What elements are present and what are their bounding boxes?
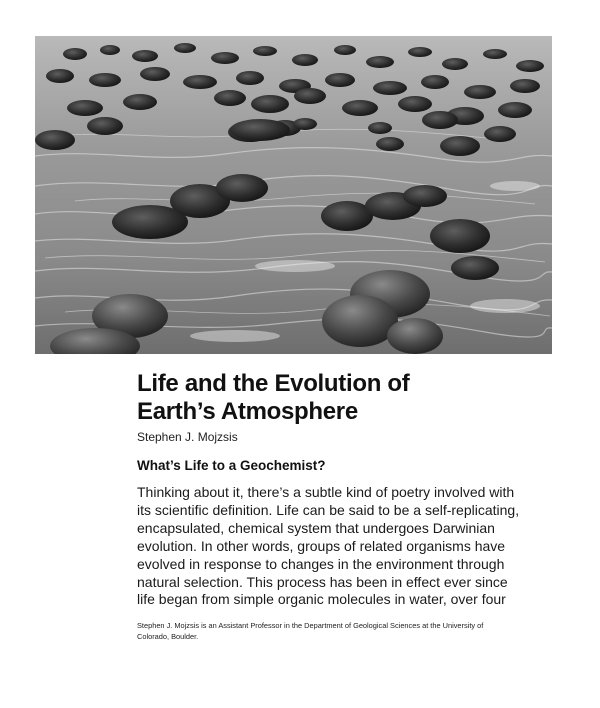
author-footnote: [137, 620, 497, 642]
body-line: life began from simple organic molecules in water, over four: [137, 591, 506, 608]
author-byline: Stephen J. Mojzsis: [137, 430, 238, 444]
stromatolite-photo-graphic: [35, 36, 552, 354]
article-title: [137, 370, 410, 426]
article-title-line-1: Life and the Evolution of: [137, 370, 410, 397]
body-line: its scientific definition. Life can be said to be a self-replicating,: [137, 501, 520, 518]
footnote-line: Stephen J. Mojzsis is an Assistant Professor in the Department of Geological Sciences at the University of: [137, 621, 484, 630]
body-line: evolution. In other words, groups of related organisms have: [137, 537, 506, 554]
body-line: natural selection. This process has been in effect ever since: [137, 573, 508, 590]
section-heading: What’s Life to a Geochemist?: [137, 458, 326, 473]
body-line: Thinking about it, there’s a subtle kind of poetry involved with: [137, 484, 515, 500]
body-line: evolved in response to changes in the environment through: [137, 555, 505, 572]
footnote-line: Colorado, Boulder.: [137, 632, 199, 641]
article-title-line-2: Earth’s Atmosphere: [137, 398, 358, 425]
stromatolite-photo: [35, 36, 552, 354]
body-line: encapsulated, chemical system that undergoes Darwinian: [137, 519, 495, 536]
body-paragraph: [137, 484, 520, 609]
